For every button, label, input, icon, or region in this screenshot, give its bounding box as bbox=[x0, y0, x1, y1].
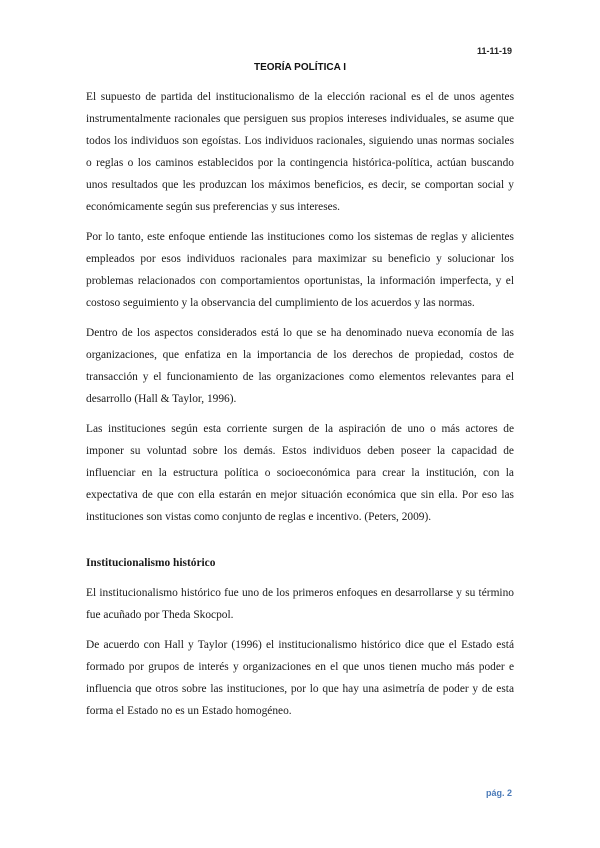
paragraph: El supuesto de partida del institucionalismo de la elección racional es el de unos agentes instrumentalmente racionales que persiguen sus propios intereses individuales, se asume que todos los individuos son egoístas. Los individuos racionales, siguiendo unas normas sociales o reglas o los caminos establecidos por la contingencia histórica-política, actúan buscando unos resultados que les produzcan los máximos beneficios, es decir, se comportan social y económicamente según sus preferencias y sus intereses. bbox=[86, 91, 514, 213]
paragraph: Las instituciones según esta corriente surgen de la aspiración de uno o más actores de imponer su voluntad sobre los demás. Estos individuos deben poseer la capacidad de influenciar en la estructura política o socioeconómica para crear la institución, con la expectativa de que con ella estarán en mejor situación económica que sin ella. Por eso las instituciones son vistas como conjunto de reglas e incentivo. (Peters, 2009). bbox=[86, 423, 514, 523]
paragraph: El institucionalismo histórico fue uno de los primeros enfoques en desarrollarse y su término fue acuñado por Theda Skocpol. bbox=[86, 587, 514, 621]
page-title: TEORÍA POLÍTICA I bbox=[253, 62, 347, 73]
paragraph: Por lo tanto, este enfoque entiende las instituciones como los sistemas de reglas y alicientes empleados por esos individuos racionales para maximizar su beneficio y solucionar los problemas relacionados con comportamientos oportunistas, la información imperfecta, y el costoso seguimiento y la observancia del cumplimiento de los acuerdos y las normas. bbox=[86, 231, 514, 309]
document-body bbox=[86, 86, 514, 730]
header-date: 11-11-19 bbox=[476, 46, 512, 56]
paragraph: Dentro de los aspectos considerados está lo que se ha denominado nueva economía de las organizaciones, que enfatiza en la importancia de los derechos de propiedad, costos de transacción y el funcionamiento de las organizaciones como elementos relevantes para el desarrollo (Hall & Taylor, 1996). bbox=[86, 327, 514, 405]
paragraph: De acuerdo con Hall y Taylor (1996) el institucionalismo histórico dice que el Estado está formado por grupos de interés y organizaciones en el que unos tienen mucho más poder e influencia que otros sobre las instituciones, por lo que hay una asimetría de poder y de esta forma el Estado no es un Estado homogéneo. bbox=[86, 639, 514, 717]
section-heading: Institucionalismo histórico bbox=[86, 557, 216, 569]
page-number: pág. 2 bbox=[485, 788, 512, 798]
